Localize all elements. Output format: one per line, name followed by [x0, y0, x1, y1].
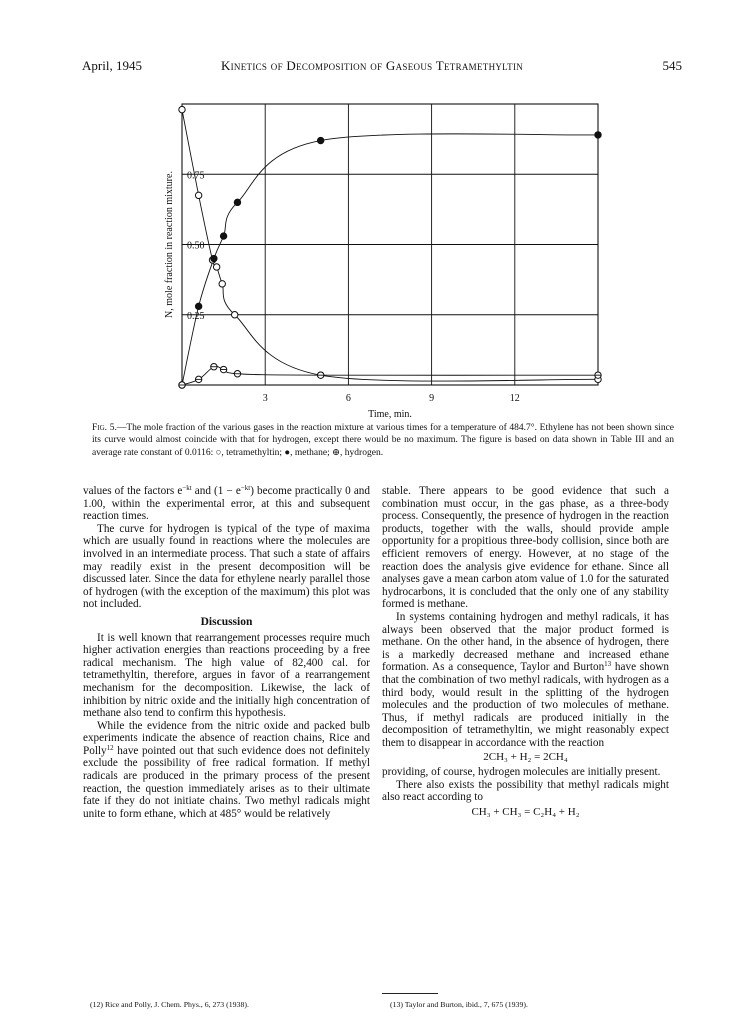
page-number: 545	[662, 58, 682, 73]
left-column	[83, 485, 370, 820]
left-paragraph-3: It is well known that rearrangement processes require much higher activation energies than reactions proceeding by a free radical mechanism. The high value of 82,400 cal. for tetramethyltin, therefore, argues in favor of a rearrangement mechanism for the decomposition. Likewise, the lack of inhibition by nitric oxide and the initially high concentration of methane also tend to confirm this hypothesis.	[83, 631, 370, 720]
data-point-tetramethyltin	[195, 192, 201, 198]
equation-2: CH₃ + CH₃ = C₂H₄ + H₂	[471, 805, 580, 818]
text-span: ) become practically 0 and 1.00, within the experimental error, at this and subsequent reaction times.	[83, 485, 370, 523]
y-tick-label: 0.25	[187, 310, 205, 322]
text-span: and (1 − e	[191, 485, 241, 497]
text-span: have shown that the combination of two methyl radicals, with hydrogen as a third body, would result in the splitting of the hydrogen molecules and the production of two molecules of methane. Thus, if methyl radicals are produced initially in the decomposition of tetramethyltin, we might reasonably expect them to disappear in accordance with the reaction	[382, 661, 669, 749]
right-paragraph-1: stable. There appears to be good evidence that such a combination must occur, in the gas phase, as a three-body process. Consequently, the presence of hydrogen in the reaction products, together with the walls, should provide ample opportunity for a propitious three-body collision, since both are efficient removers of energy. However, at no stage of the reaction does the analysis give evidence for ethane. Since all analyses gave a mean carbon atom value of 1.0 for the saturated hydrocarbons, it is concluded that the only one of any stability formed is methane.	[382, 485, 669, 611]
section-heading: Discussion	[200, 615, 253, 628]
right-column	[382, 485, 669, 820]
data-point-methane	[211, 255, 217, 261]
header-date: April, 1945	[82, 58, 142, 73]
data-point-methane	[220, 233, 226, 239]
data-point-tetramethyltin	[219, 281, 225, 287]
equation-1: 2CH₃ + H₂ = 2CH₄	[483, 751, 568, 764]
caption-label: Fig. 5.	[92, 423, 117, 433]
reference-mark: 12	[106, 743, 114, 752]
data-point-tetramethyltin	[231, 312, 237, 318]
header-title: Kinetics of Decomposition of Gaseous Tetramethyltin	[220, 58, 524, 73]
x-axis-label: Time, min.	[368, 409, 412, 420]
text-span: In systems containing hydrogen and methyl radicals, it has always been observed that the major product formed is methane. On the other hand, in the absence of hydrogen, there is a markedly decreased methane and increased ethane formation. As a consequence, Taylor and Burton	[382, 610, 669, 674]
caption-text: —The mole fraction of the various gases in the reaction mixture at various times for a temperature of 484.7°. Ethylene has not been shown since its curve would almost coincide with that for hydrogen, except there would be no maximum. The figure is based on data shown in Table III and an average rate constant of 0.0116: ○, tetramethyltin; ●, methane; ⊕, hydrogen.	[92, 423, 674, 458]
running-header	[62, 58, 682, 78]
data-point-methane	[595, 132, 601, 138]
data-point-tetramethyltin	[213, 264, 219, 270]
text-span: values of the factors e	[83, 485, 183, 497]
data-point-tetramethyltin	[179, 106, 185, 112]
x-tick-label: 12	[509, 393, 520, 404]
y-tick-label: 0.50	[187, 240, 205, 252]
y-axis-label: N, mole fraction in reaction mixture.	[164, 171, 175, 318]
exponent: −kt	[240, 484, 251, 492]
data-point-methane	[234, 199, 240, 205]
reference-mark: 13	[604, 660, 612, 669]
footnote-rule	[382, 993, 438, 994]
right-paragraph-4: There also exists the possibility that methyl radicals might also react according to	[382, 778, 669, 804]
exponent: −kt	[182, 484, 192, 492]
right-paragraph-2	[382, 611, 669, 750]
left-paragraph-2: The curve for hydrogen is typical of the type of maxima which are usually found in reactions where the molecules are involved in an intermediate process. That such a state of affairs may readily exist in the present decomposition will be discussed later. Since the data for ethylene nearly parallel those of hydrogen (with the exception of the maximum) this plot was not included.	[83, 522, 370, 611]
footnote-12: (12) Rice and Polly, J. Chem. Phys., 6, 273 (1938).	[90, 1000, 249, 1009]
data-point-methane	[317, 137, 323, 143]
series-line	[182, 110, 598, 382]
figure-caption	[92, 422, 674, 459]
mole-fraction-chart	[130, 92, 615, 422]
text-span: While the evidence from the nitric oxide and packed bulb experiments indicate the absence of reaction chains, Rice and Polly	[83, 719, 370, 757]
footnote-13: (13) Taylor and Burton, ibid., 7, 675 (1939).	[390, 1000, 528, 1009]
left-paragraph-4	[83, 720, 370, 821]
x-tick-label: 6	[345, 393, 351, 404]
x-tick-label: 3	[262, 393, 268, 404]
series-line	[182, 366, 598, 385]
y-tick-label: 0.75	[187, 170, 205, 182]
series-line	[182, 134, 598, 385]
figure-5	[130, 92, 615, 422]
x-tick-label: 9	[429, 393, 435, 404]
text-span: have pointed out that such evidence does not definitely exclude the possibility of free radical formation. If methyl radicals are produced in the primary process of the present reaction, the question immediately arises as to their ultimate fate if they do not initiate chains. Two methyl radicals might unite to form ethane, which at 485° would be relatively	[83, 744, 370, 820]
right-paragraph-3: providing, of course, hydrogen molecules are initially present.	[382, 766, 661, 779]
left-paragraph-1	[83, 485, 370, 523]
data-point-methane	[195, 303, 201, 309]
